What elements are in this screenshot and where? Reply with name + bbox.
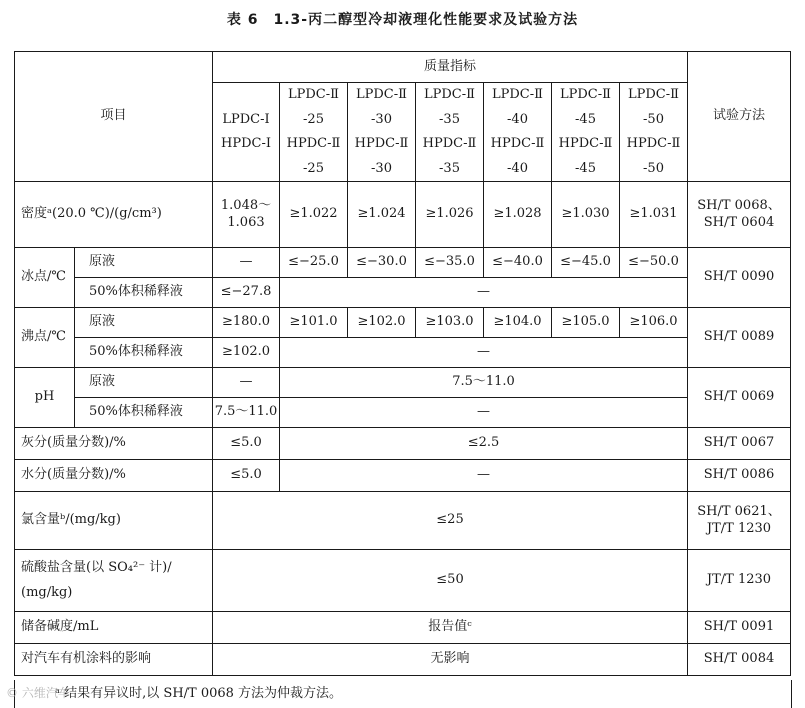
cell-value: ≤2.5 — [280, 428, 688, 460]
cell-value: ≥102.0 — [348, 308, 416, 338]
grade-col-1: LPDC-Ⅰ HPDC-Ⅰ — [213, 83, 280, 182]
cell-value: ≥1.022 — [280, 182, 348, 248]
grade-col-5: LPDC-Ⅱ -40 HPDC-Ⅱ -40 — [484, 83, 552, 182]
spec-table — [14, 51, 791, 676]
row-label-sulfate: 硫酸盐含量(以 SO₄²⁻ 计)/ (mg/kg) — [15, 550, 213, 612]
table-title: 表 6 1.3-丙二醇型冷却液理化性能要求及试验方法 — [226, 12, 579, 28]
grade-col-2: LPDC-Ⅱ -25 HPDC-Ⅱ -25 — [280, 83, 348, 182]
row-label-chloride: 氯含量ᵇ/(mg/kg) — [15, 492, 213, 550]
table-row — [15, 308, 791, 338]
cell-value: ≥101.0 — [280, 308, 348, 338]
sub-label: 原液 — [75, 248, 213, 278]
header-quality: 质量指标 — [213, 52, 688, 83]
sub-label: 原液 — [75, 368, 213, 398]
cell-value: ≤−27.8 — [213, 278, 280, 308]
cell-value: — — [280, 398, 688, 428]
table-row — [15, 278, 791, 308]
cell-method: SH/T 0069 — [688, 368, 791, 428]
cell-value: ≥103.0 — [416, 308, 484, 338]
cell-value: ≤5.0 — [213, 428, 280, 460]
cell-value: — — [280, 460, 688, 492]
row-label-boil: 沸点/℃ — [15, 308, 75, 368]
cell-value: ≥180.0 — [213, 308, 280, 338]
cell-value: — — [213, 368, 280, 398]
header-method: 试验方法 — [688, 52, 791, 182]
table-row — [15, 182, 791, 248]
cell-value: ≤50 — [213, 550, 688, 612]
cell-method: SH/T 0621、 JT/T 1230 — [688, 492, 791, 550]
table-row — [15, 398, 791, 428]
cell-value: 报告值ᶜ — [213, 612, 688, 644]
row-label-ph: pH — [15, 368, 75, 428]
table-row — [15, 460, 791, 492]
cell-value: 7.5～11.0 — [213, 398, 280, 428]
watermark: © 六维汽车 — [6, 686, 70, 700]
cell-method: SH/T 0084 — [688, 644, 791, 676]
cell-method: SH/T 0091 — [688, 612, 791, 644]
table-row — [15, 428, 791, 460]
cell-value: — — [280, 278, 688, 308]
cell-value: ≤−50.0 — [620, 248, 688, 278]
cell-value: 7.5～11.0 — [280, 368, 688, 398]
cell-value: ≤−25.0 — [280, 248, 348, 278]
cell-method: SH/T 0089 — [688, 308, 791, 368]
footnote: ᵃ 结果有异议时,以 SH/T 0068 方法为仲裁方法。 — [14, 680, 792, 708]
cell-method: SH/T 0068、 SH/T 0604 — [688, 182, 791, 248]
row-label-paint: 对汽车有机涂料的影响 — [15, 644, 213, 676]
cell-value: ≤−45.0 — [552, 248, 620, 278]
cell-method: SH/T 0067 — [688, 428, 791, 460]
cell-value: — — [213, 248, 280, 278]
table-row — [15, 492, 791, 550]
header-item: 项目 — [15, 52, 213, 182]
cell-value: ≤−35.0 — [416, 248, 484, 278]
cell-value: ≤−30.0 — [348, 248, 416, 278]
sub-label: 50%体积稀释液 — [75, 398, 213, 428]
cell-value: ≥104.0 — [484, 308, 552, 338]
cell-value: ≥105.0 — [552, 308, 620, 338]
grade-col-3: LPDC-Ⅱ -30 HPDC-Ⅱ -30 — [348, 83, 416, 182]
row-label-ash: 灰分(质量分数)/% — [15, 428, 213, 460]
cell-value: ≥1.024 — [348, 182, 416, 248]
table-row — [15, 338, 791, 368]
grade-col-6: LPDC-Ⅱ -45 HPDC-Ⅱ -45 — [552, 83, 620, 182]
cell-method: SH/T 0090 — [688, 248, 791, 308]
cell-value: ≥1.028 — [484, 182, 552, 248]
sub-label: 50%体积稀释液 — [75, 278, 213, 308]
sub-label: 原液 — [75, 308, 213, 338]
sub-label: 50%体积稀释液 — [75, 338, 213, 368]
table-row — [15, 644, 791, 676]
cell-value: ≤25 — [213, 492, 688, 550]
row-label-density: 密度ᵃ(20.0 ℃)/(g/cm³) — [15, 182, 213, 248]
table-row — [15, 550, 791, 612]
cell-value: ≥1.031 — [620, 182, 688, 248]
cell-value: 无影响 — [213, 644, 688, 676]
cell-method: SH/T 0086 — [688, 460, 791, 492]
cell-value: ≥102.0 — [213, 338, 280, 368]
cell-value: 1.048～ 1.063 — [213, 182, 280, 248]
cell-value: ≥1.030 — [552, 182, 620, 248]
cell-value: ≤−40.0 — [484, 248, 552, 278]
cell-value: ≥1.026 — [416, 182, 484, 248]
row-label-freeze: 冰点/℃ — [15, 248, 75, 308]
table-row — [15, 612, 791, 644]
row-label-water: 水分(质量分数)/% — [15, 460, 213, 492]
grade-col-7: LPDC-Ⅱ -50 HPDC-Ⅱ -50 — [620, 83, 688, 182]
table-row — [15, 368, 791, 398]
row-label-reserve: 储备碱度/mL — [15, 612, 213, 644]
grade-col-4: LPDC-Ⅱ -35 HPDC-Ⅱ -35 — [416, 83, 484, 182]
cell-value: — — [280, 338, 688, 368]
cell-method: JT/T 1230 — [688, 550, 791, 612]
cell-value: ≤5.0 — [213, 460, 280, 492]
table-row — [15, 248, 791, 278]
cell-value: ≥106.0 — [620, 308, 688, 338]
